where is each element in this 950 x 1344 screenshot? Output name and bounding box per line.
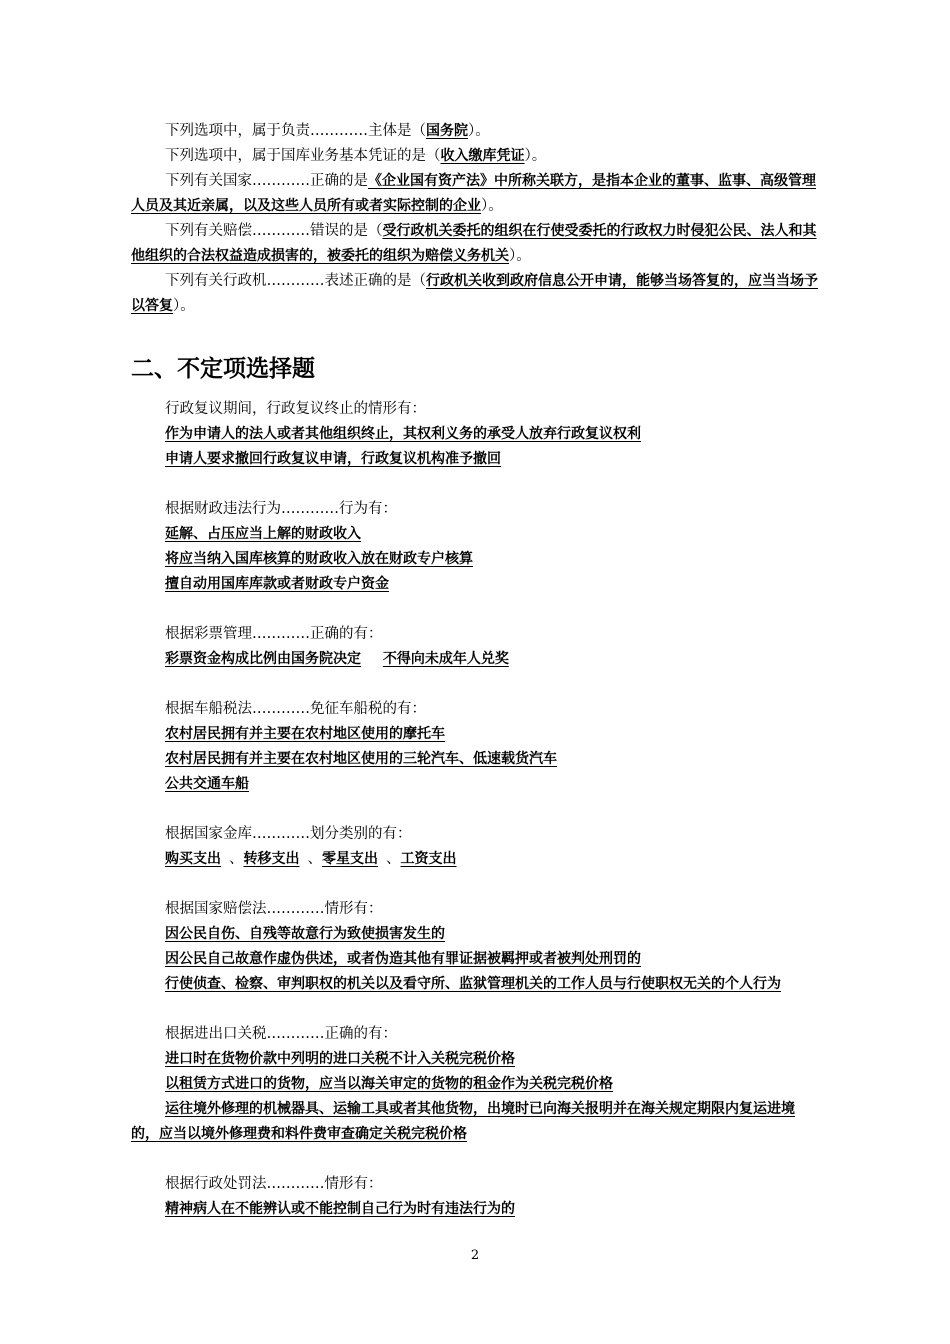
single-choice-item: [131, 169, 821, 219]
answer-text: 申请人要求撤回行政复议申请，行政复议机构准予撤回: [165, 451, 501, 467]
answer-text: 不得向未成年人兑奖: [382, 651, 509, 667]
question-suffix: ）。: [481, 198, 503, 214]
answer-text: 农村居民拥有并主要在农村地区使用的三轮汽车、低速载货汽车: [165, 751, 557, 767]
answer-line: [131, 422, 821, 447]
answer-line: [131, 722, 821, 747]
spacer: [131, 797, 821, 822]
single-choice-item: [131, 219, 821, 269]
answer-text: 收入缴库凭证: [440, 148, 525, 164]
document-content: [131, 119, 821, 1222]
answer-line: [131, 1047, 821, 1072]
answer-text: 工资支出: [400, 851, 457, 867]
question-text: 下列选项中，属于国库业务基本凭证的是（: [165, 148, 441, 164]
answer-text: 转移支出: [243, 851, 300, 867]
single-choice-item: [131, 269, 821, 319]
section-heading: 二、不定项选择题: [131, 356, 315, 382]
answer-text: 进口时在货物价款中列明的进口关税不计入关税完税价格: [165, 1051, 515, 1067]
answer-line: [131, 972, 821, 997]
answer-text: 彩票资金构成比例由国务院决定: [165, 651, 361, 667]
answer-line: [131, 1197, 821, 1222]
answer-text: 以租赁方式进口的货物，应当以海关审定的货物的租金作为关税完税价格: [165, 1076, 613, 1092]
answer-line: 购买支出 、转移支出 、零星支出 、工资支出: [131, 847, 821, 872]
answer-text: 公共交通车船: [165, 776, 249, 792]
answer-line: [131, 547, 821, 572]
question-suffix: ）。: [173, 298, 195, 314]
answer-line: [131, 572, 821, 597]
answer-line: [131, 1072, 821, 1097]
question-text: 行政复议期间，行政复议终止的情形有：: [165, 401, 426, 417]
single-choice-item: [131, 144, 821, 169]
question-text: 下列有关赔偿…………错误的是（: [165, 223, 383, 239]
answer-line: [131, 447, 821, 472]
answer-text: 精神病人在不能辨认或不能控制自己行为时有违法行为的: [165, 1201, 515, 1217]
answer-line: [131, 747, 821, 772]
spacer: [131, 997, 821, 1022]
question-suffix: ）。: [524, 148, 547, 164]
spacer: [131, 1147, 821, 1172]
question-text: 根据财政违法行为…………行为有：: [165, 501, 397, 517]
answer-text: 延解、占压应当上解的财政收入: [165, 526, 361, 542]
question-text: 根据国家赔偿法…………情形有：: [165, 901, 383, 917]
question-text: 下列有关行政机…………表述正确的是（: [165, 273, 426, 289]
answer-text: 购买支出: [165, 851, 221, 867]
question-text: 根据车船税法…………免征车船税的有：: [165, 701, 426, 717]
answer-text: 受行政机关委托的组织在行使受委托的行政权力时侵犯公民、法人和其他组织的合法权益造成损害的，被委托的组织为赔偿义务机关: [131, 223, 817, 264]
page-number: 2: [470, 1248, 480, 1263]
answer-text: 擅自动用国库库款或者财政专户资金: [165, 576, 389, 592]
single-choice-item: [131, 119, 821, 144]
answer-text: 作为申请人的法人或者其他组织终止，其权利义务的承受人放弃行政复议权利: [165, 426, 641, 442]
answer-text: 《企业国有资产法》中所称关联方，是指本企业的董事、监事、高级管理人员及其近亲属，以及这些人员所有或者实际控制的企业: [131, 173, 816, 214]
question-text: 根据国家金库…………划分类别的有：: [165, 826, 412, 842]
answer-line: [131, 947, 821, 972]
question-text: 根据进出口关税…………正确的有：: [165, 1026, 397, 1042]
question-text: 下列有关国家…………正确的是: [165, 173, 368, 189]
answer-text: 行政机关收到政府信息公开申请，能够当场答复的，应当当场予以答复: [131, 273, 818, 314]
question-text: 根据彩票管理…………正确的有：: [165, 626, 383, 642]
answer-text: 零星支出: [322, 851, 378, 867]
answer-line: [131, 647, 821, 672]
question-text: 下列选项中，属于负责…………主体是（: [165, 123, 426, 139]
spacer: [131, 672, 821, 697]
spacer: [131, 872, 821, 897]
answer-text: 因公民自伤、自残等故意行为致使损害发生的: [165, 926, 445, 942]
question-text: 根据行政处罚法…………情形有：: [165, 1176, 383, 1192]
answer-text: 农村居民拥有并主要在农村地区使用的摩托车: [165, 726, 445, 742]
answer-text: 运往境外修理的机械器具、运输工具或者其他货物，出境时已向海关报明并在海关规定期限内复运进境的，应当以境外修理费和料件费审查确定关税完税价格: [131, 1101, 795, 1142]
answer-text: 国务院: [426, 123, 468, 139]
answer-line: [131, 922, 821, 947]
answer-line: [131, 1097, 821, 1147]
answer-text: 因公民自己故意作虚伪供述，或者伪造其他有罪证据被羁押或者被判处刑罚的: [165, 951, 641, 967]
spacer: [131, 472, 821, 497]
answer-text: 行使侦查、检察、审判职权的机关以及看守所、监狱管理机关的工作人员与行使职权无关的个人行为: [165, 976, 781, 992]
answer-line: [131, 772, 821, 797]
spacer: [131, 597, 821, 622]
question-suffix: ）。: [509, 248, 531, 264]
answer-text: 将应当纳入国库核算的财政收入放在财政专户核算: [165, 551, 473, 567]
answer-line: [131, 522, 821, 547]
question-suffix: ）。: [468, 123, 490, 139]
